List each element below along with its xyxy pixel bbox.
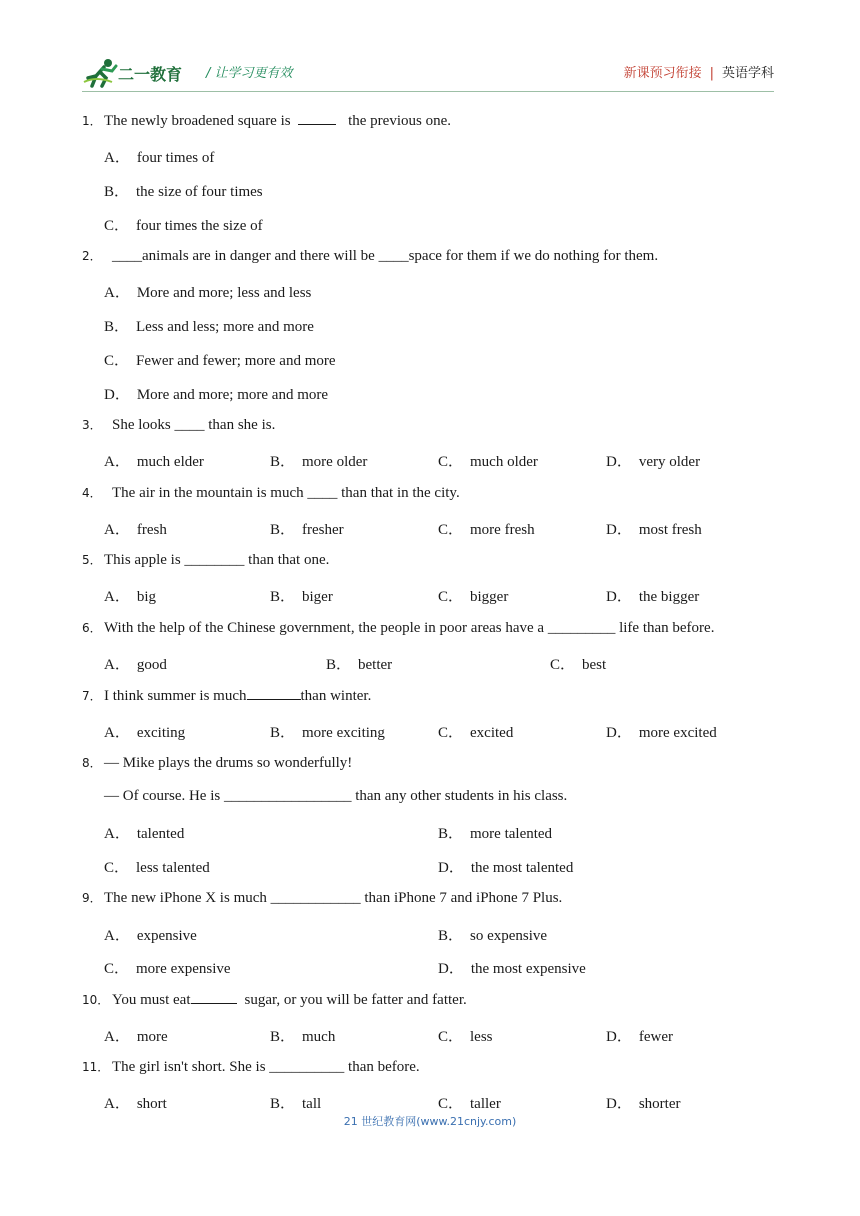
question-stem: With the help of the Chinese government, the people in poor areas have a _________ life than before. [104, 620, 715, 636]
question-9 [82, 889, 562, 907]
option-6b[interactable]: B． better [326, 657, 393, 673]
question-stem: The girl isn't short. She is __________ than before. [112, 1059, 420, 1075]
answer-blank [298, 112, 336, 125]
question-number: 10． [82, 993, 110, 1007]
question-5 [82, 551, 329, 569]
option-3a[interactable]: A． much elder [104, 454, 204, 470]
option-4d[interactable]: D． most fresh [606, 522, 702, 538]
question-2 [82, 247, 658, 265]
option-4b[interactable]: B． fresher [270, 522, 344, 538]
option-11a[interactable]: A． short [104, 1096, 167, 1112]
question-number: 8． [82, 756, 102, 770]
option-3c[interactable]: C． much older [438, 454, 538, 470]
question-stem: The air in the mountain is much ____ than that in the city. [112, 485, 460, 501]
answer-blank [247, 687, 301, 700]
question-10 [82, 991, 467, 1009]
logo-text: 二一教育 [118, 65, 183, 84]
option-10b[interactable]: B． much [270, 1029, 336, 1045]
subject-title: 英语学科 [721, 66, 774, 81]
header-divider [82, 91, 774, 92]
option-11b[interactable]: B． tall [270, 1096, 322, 1112]
question-stem: She looks ____ than she is. [112, 417, 276, 433]
option-2d[interactable]: D． More and more; more and more [104, 387, 329, 403]
option-1b[interactable]: B． the size of four times [104, 184, 263, 200]
option-8c[interactable]: C． less talented [104, 860, 210, 876]
option-9d[interactable]: D． the most expensive [438, 961, 586, 977]
option-11d[interactable]: D． shorter [606, 1096, 681, 1112]
question-number: 3． [82, 418, 102, 432]
question-stem: ____animals are in danger and there will be ____space for them if we do nothing for them. [112, 248, 659, 264]
question-8-reply: — Of course. He is _________________ than any other students in his class. [104, 788, 568, 804]
option-6c[interactable]: C． best [550, 657, 607, 673]
option-7d[interactable]: D． more excited [606, 725, 717, 741]
option-2c[interactable]: C． Fewer and fewer; more and more [104, 353, 336, 369]
course-title: 新课预习衔接 [623, 66, 702, 81]
option-5c[interactable]: C． bigger [438, 589, 509, 605]
page-header [82, 54, 774, 92]
option-7a[interactable]: A． exciting [104, 725, 186, 741]
option-5d[interactable]: D． the bigger [606, 589, 700, 605]
option-7c[interactable]: C． excited [438, 725, 514, 741]
option-2b[interactable]: B． Less and less; more and more [104, 319, 314, 335]
question-7 [82, 687, 371, 705]
option-10a[interactable]: A． more [104, 1029, 168, 1045]
option-8d[interactable]: D． the most talented [438, 860, 574, 876]
question-number: 6． [82, 621, 102, 635]
answer-blank [191, 991, 237, 1004]
question-stem-after: sugar, or you will be fatter and fatter. [244, 992, 467, 1008]
question-6 [82, 619, 714, 637]
question-number: 7． [82, 689, 102, 703]
option-10d[interactable]: D． fewer [606, 1029, 673, 1045]
question-number: 2． [82, 249, 102, 263]
question-number: 4． [82, 486, 102, 500]
option-5b[interactable]: B． biger [270, 589, 333, 605]
question-4 [82, 484, 460, 502]
option-9a[interactable]: A． expensive [104, 928, 197, 944]
question-number: 11． [82, 1060, 110, 1074]
option-2a[interactable]: A． More and more; less and less [104, 285, 312, 301]
option-1c[interactable]: C． four times the size of [104, 218, 263, 234]
question-stem: — Mike plays the drums so wonderfully! [104, 755, 353, 771]
question-stem: The newly broadened square is [104, 113, 291, 129]
question-stem: The new iPhone X is much ____________ than iPhone 7 and iPhone 7 Plus. [104, 890, 563, 906]
option-1a[interactable]: A． four times of [104, 150, 215, 166]
page-footer: 21 世纪教育网(www.21cnjy.com) [343, 1115, 517, 1128]
option-7b[interactable]: B． more exciting [270, 725, 385, 741]
question-number: 1． [82, 114, 102, 128]
option-8b[interactable]: B． more talented [438, 826, 553, 842]
option-3d[interactable]: D． very older [606, 454, 701, 470]
question-stem: This apple is ________ than that one. [104, 552, 330, 568]
option-9b[interactable]: B． so expensive [438, 928, 548, 944]
runner-logo-icon [82, 56, 122, 90]
question-stem-after: than winter. [300, 688, 372, 704]
option-9c[interactable]: C． more expensive [104, 961, 231, 977]
option-8a[interactable]: A． talented [104, 826, 185, 842]
question-stem-after: the previous one. [348, 113, 451, 129]
option-6a[interactable]: A． good [104, 657, 167, 673]
option-5a[interactable]: A． big [104, 589, 157, 605]
header-separator: | [709, 66, 714, 81]
question-3 [82, 416, 275, 434]
option-3b[interactable]: B． more older [270, 454, 368, 470]
question-stem: You must eat [112, 992, 191, 1008]
option-4c[interactable]: C． more fresh [438, 522, 535, 538]
logo [82, 56, 192, 90]
option-11c[interactable]: C． taller [438, 1096, 501, 1112]
question-11 [82, 1058, 420, 1076]
question-stem: I think summer is much [104, 688, 247, 704]
question-number: 5． [82, 553, 102, 567]
option-4a[interactable]: A． fresh [104, 522, 167, 538]
question-1 [82, 112, 451, 130]
question-number: 9． [82, 891, 102, 905]
header-right [624, 62, 774, 81]
question-8 [82, 754, 352, 772]
option-10c[interactable]: C． less [438, 1029, 493, 1045]
slogan: / 让学习更有效 [206, 66, 293, 81]
